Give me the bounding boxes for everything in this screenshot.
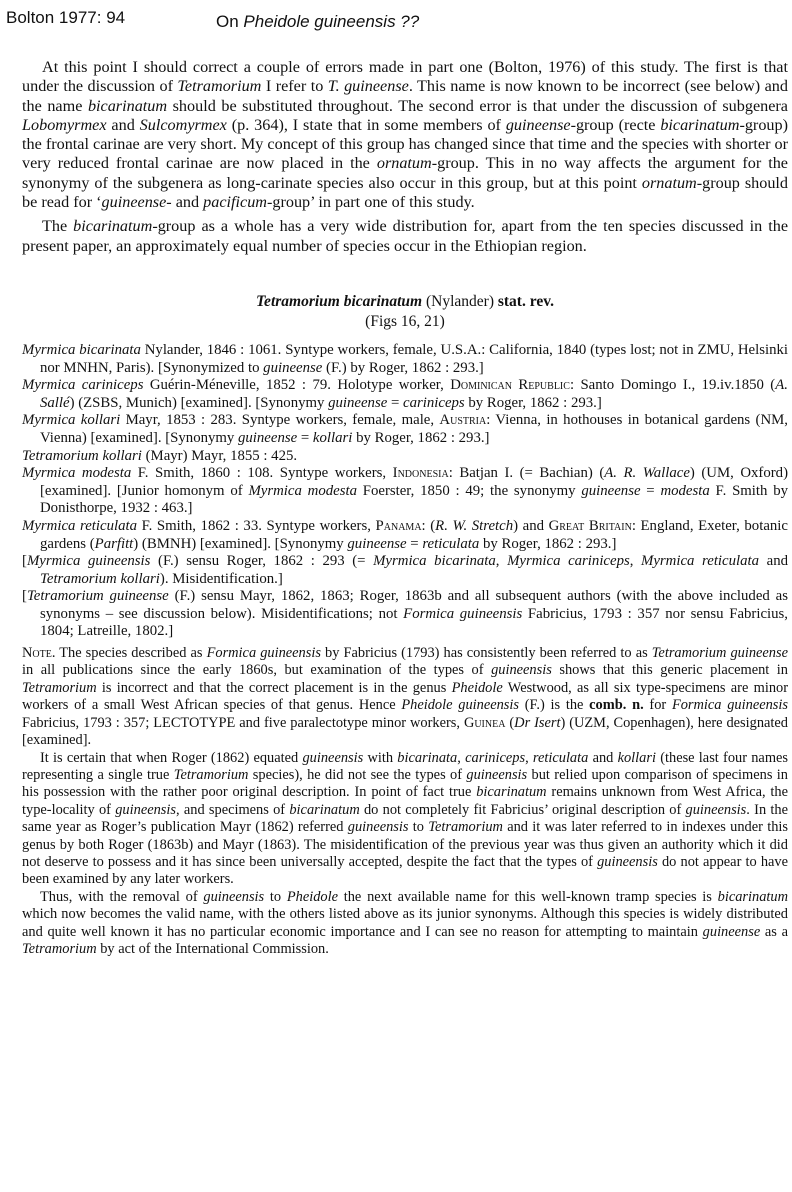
species-title — [22, 292, 788, 312]
synonym-entry: Myrmica kollari Mayr, 1853 : 283. Syntype workers, female, male, Austria: Vienna, in hothouses in botanical gardens (NM, Vienna) [examined]. [Synonymy guineense = kollari by Roger, 1862 : 293.] — [22, 412, 788, 446]
note-paragraph-3: Thus, with the removal of guineensis to Pheidole the next available name for this well-known tramp species is bicarinatum which now becomes the valid name, with the others listed above as its junior synonyms. Although this species is widely distributed and quite well known it has no particular economic importance and I can see no reason for attempting to maintain guineense as a Tetramorium by act of the International Commission. — [22, 888, 788, 957]
synonym-entry: [Myrmica guineensis (F.) sensu Roger, 1862 : 293 (= Myrmica bicarinata, Myrmica cariniceps, Myrmica reticulata and Tetramorium kollari). Misidentification.] — [22, 553, 788, 587]
page-header-citation: Bolton 1977: 94 — [6, 8, 126, 27]
synonym-entry: Myrmica bicarinata Nylander, 1846 : 1061. Syntype workers, female, U.S.A.: California, 1840 (types lost; not in ZMU, Helsinki nor MNHN, Paris). [Synonymized to guineense (F.) by Roger, 1862 : 293.] — [22, 341, 789, 376]
synonym-entry: Myrmica modesta F. Smith, 1860 : 108. Syntype workers, Indonesia: Batjan I. (= Bachian) (A. R. Wallace) (UM, Oxford) [examined]. [Junior homonym of Myrmica modesta Foerster, 1850 : 49; the synonymy guineense = modesta F. Smith by Donisthorpe, 1932 : 463.] — [22, 465, 788, 517]
note-section — [22, 645, 788, 958]
synonym-entry: Tetramorium kollari (Mayr) Mayr, 1855 : 425. — [22, 447, 298, 464]
document-body — [22, 58, 788, 958]
species-heading — [22, 292, 788, 332]
note-paragraph-2: It is certain that when Roger (1862) equated guineensis with bicarinata, cariniceps, reticulata and kollari (these last four names representing a single true Tetramorium species), he did not see the types of guineensis but relied upon comparison of specimens in his possession with the rather poor original description. In point of fact true bicarinatum remains unknown from West Africa, the type-locality of guineensis, and specimens of bicarinatum do not completely fit Fabricius’ original description of guineensis. In the same year as Roger’s publication Mayr (1862) referred guineensis to Tetramorium and it was later referred to in indexes under this genus by both Roger (1863b) and Mayr (1863). The misidentification of the previous year was thus given an authority which it did not deserve to possess and it has since been universally accepted, despite the fact that the types of guineensis do not appear to have been examined by any later workers. — [22, 749, 788, 888]
species-name: Tetramorium bicarinatum — [256, 292, 423, 310]
synonym-entry: Myrmica reticulata F. Smith, 1862 : 33. Syntype workers, Panama: (R. W. Stretch) and Great Britain: England, Exeter, botanic gardens (Parfitt) (BMNH) [examined]. [Synonymy guineense = reticulata by Roger, 1862 : 293.] — [22, 517, 788, 552]
species-figs: (Figs 16, 21) — [365, 312, 445, 330]
synonym-entry: [Tetramorium guineense (F.) sensu Mayr, 1862, 1863; Roger, 1863b and all subsequent authors (with the above included as synonyms – see discussion below). Misidentifications; not Formica guineensis Fabricius, 1793 : 357 nor sensu Fabricius, 1804; Latreille, 1802.] — [22, 588, 788, 640]
intro-section — [22, 58, 788, 256]
synonymy-list — [22, 342, 788, 641]
species-author-status: (Nylander) stat. rev. — [425, 292, 554, 310]
page-header-title: On Pheidole guineensis ?? — [216, 12, 420, 31]
note-paragraph-1: Note. The species described as Formica guineensis by Fabricius (1793) has consistently been referred to as Tetramorium guineense in all publications since the early 1860s, but examination of the types of guineensis shows that this generic placement in Tetramorium is incorrect and that the correct placement is in the genus Pheidole Westwood, as all six type-specimens are minor workers of a small West African species of that genus. Hence Pheidole guineensis (F.) is the comb. n. for Formica guineensis Fabricius, 1793 : 357; LECTOTYPE and five paralectotype minor workers, Guinea (Dr Isert) (UZM, Copenhagen), here designated [examined]. — [22, 645, 789, 749]
intro-paragraph-2: The bicarinatum-group as a whole has a very wide distribution for, apart from the ten species discussed in the present paper, an approximately equal number of species occur in the Ethiopian region. — [22, 217, 789, 255]
synonym-entry: Myrmica cariniceps Guérin-Méneville, 1852 : 79. Holotype worker, Dominican Republic: Santo Domingo I., 19.iv.1850 (A. Sallé) (ZSBS, Munich) [examined]. [Synonymy guineense = cariniceps by Roger, 1862 : 293.] — [22, 377, 788, 411]
intro-paragraph-1: At this point I should correct a couple of errors made in part one (Bolton, 1976) of this study. The first is that under the discussion of Tetramorium I refer to T. guineense. This name is now known to be incorrect (see below) and the name bicarinatum should be substituted throughout. The second error is that under the discussion of subgenera Lobomyrmex and Sulcomyrmex (p. 364), I state that in some members of guineense-group (recte bicarinatum-group) the frontal carinae are very short. My concept of this group has changed since that time and the species with shorter or very reduced frontal carinae are now placed in the ornatum-group. This in no way affects the argument for the synonymy of the subgenera as long-carinate species also occur in this group, but at this point ornatum-group should be read for ‘guineense- and pacificum-group’ in part one of this study. — [22, 58, 789, 212]
